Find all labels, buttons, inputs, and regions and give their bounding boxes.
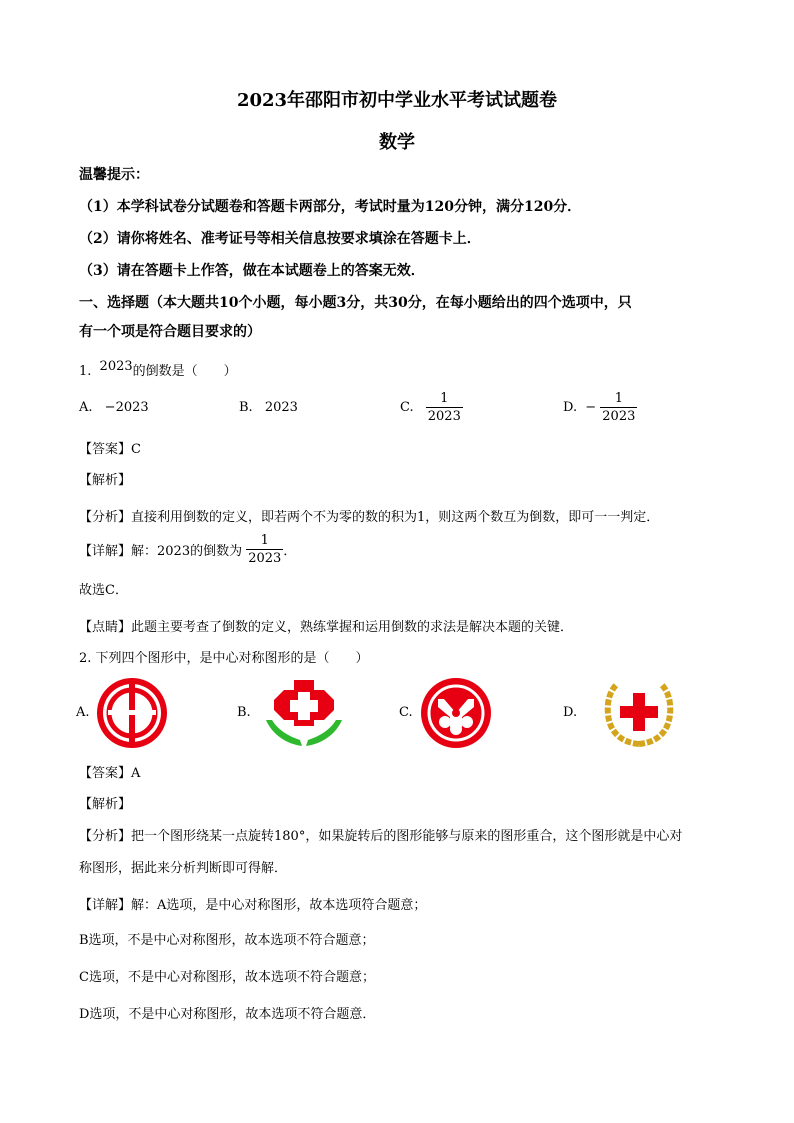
question-2: 2. 下列四个图形中，是中心对称图形的是（ ）	[79, 651, 369, 666]
q1-option-d[interactable]: D. − $\frac{1}{2023}$	[563, 391, 636, 424]
fraction: $\frac{1}{2023}$	[602, 391, 636, 424]
subject-title: 数学	[379, 132, 415, 153]
q1-option-a[interactable]: A. −2023	[79, 400, 149, 415]
fraction: $\frac{1}{2023}$	[427, 391, 461, 424]
q1-comment: 【点睛】此题主要考查了倒数的定义，熟练掌握和运用倒数的求法是解决本题的关键．	[79, 620, 574, 635]
tip-1: （1）本学科试卷分试题卷和答题卡两部分，考试时量为120分钟，满分120分．	[79, 199, 582, 215]
q2-answer: 【答案】A	[79, 766, 141, 781]
section-heading: 一、选择题（本大题共10个小题，每小题3分，共30分，在每小题给出的四个选项中，只	[79, 295, 632, 311]
q1-option-b[interactable]: B. 2023	[239, 400, 298, 415]
question-1	[79, 360, 237, 379]
tip-3: （3）请在答题卡上作答，做在本试题卷上的答案无效．	[79, 263, 425, 279]
fraction: $\frac{1}{2023}$	[248, 533, 282, 566]
q2-line-c: C选项，不是中心对称图形，故本选项不符合题意；	[79, 970, 375, 985]
q2-option-d-label: D.	[563, 705, 578, 720]
q2-line-d: D选项，不是中心对称图形，故本选项不符合题意．	[79, 1007, 376, 1022]
q2-option-a-figure[interactable]	[96, 677, 168, 749]
tip-2: （2）请你将姓名、准考证号等相关信息按要求填涂在答题卡上．	[79, 231, 481, 247]
tips-heading: 温馨提示：	[79, 167, 149, 183]
question-value: 2023	[99, 359, 133, 374]
q2-line-b: B选项，不是中心对称图形，故本选项不符合题意；	[79, 933, 375, 948]
q2-option-b-label: B.	[237, 705, 251, 720]
q2-xiangjie: 【详解】解：A选项，是中心对称图形，故本选项符合题意；	[79, 898, 427, 913]
q2-fenxi-line1: 【分析】把一个图形绕某一点旋转180°，如果旋转后的图形能够与原来的图形重合，这个图形就是中心对	[79, 829, 683, 844]
q2-option-d-figure[interactable]	[602, 678, 676, 748]
question-number: 1.	[79, 364, 92, 379]
q2-analysis-label: 【解析】	[79, 797, 132, 812]
q1-option-c[interactable]: C. $\frac{1}{2023}$	[400, 391, 461, 424]
q1-fenxi: 【分析】直接利用倒数的定义，即若两个不为零的数的积为1，则这两个数互为倒数，即可一一判定．	[79, 510, 660, 525]
question-stem: 的倒数是（ ）	[132, 364, 237, 379]
q1-xiangjie: 【详解】解：2023的倒数为 $\frac{1}{2023}$ ．	[79, 533, 297, 566]
page-title: 2023年邵阳市初中学业水平考试试题卷	[236, 90, 558, 111]
q2-option-c-label: C.	[399, 705, 413, 720]
section-heading-cont: 有一个项是符合题目要求的）	[79, 324, 261, 340]
q2-option-a-label: A.	[76, 705, 90, 720]
q2-option-c-figure[interactable]	[420, 677, 492, 749]
q2-option-b-figure[interactable]	[264, 676, 344, 750]
q1-analysis-label: 【解析】	[79, 473, 132, 488]
q1-conclusion: 故选C．	[79, 583, 128, 598]
q1-answer: 【答案】C	[79, 442, 141, 457]
q2-fenxi-line2: 称图形，据此来分析判断即可得解．	[79, 861, 288, 876]
